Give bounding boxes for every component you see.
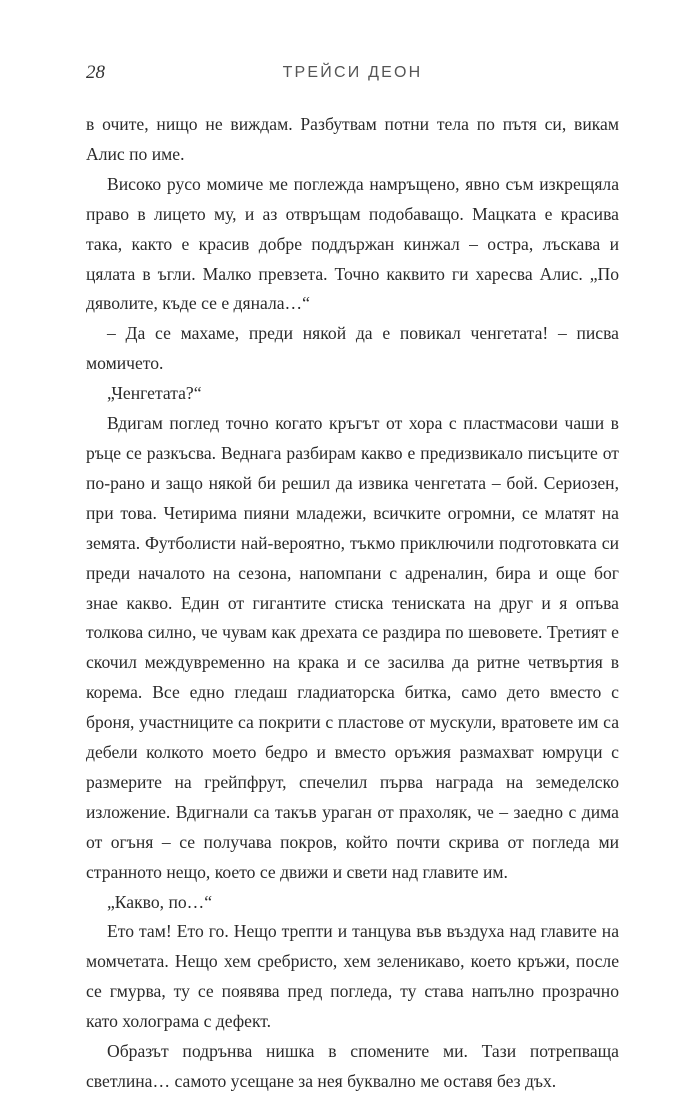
paragraph: Вдигам поглед точно когато кръгът от хора с пластмасови чаши в ръце се разкъсва. Веднага разбирам какво е предизвикало писъците от по-рано и защо някой би решил да извика ченгетата – бой. Сериозен, при това. Четирима пияни младежи, всичките огромни, се млатят на земята. Футболисти най-вероятно, тъкмо приключили подготовката си преди началото на сезона, напомпани с адреналин, бира и още бог знае какво. Един от гигантите стиска тениската на друг и я опъва толкова силно, че чувам как дрехата се раздира по шевовете. Третият е скочил междувременно на крака и се засилва да ритне четвъртия в корема. Все едно гледаш гладиаторска битка, само дето вместо с броня, участниците са покрити с пластове от мускули, вратовете им са дебели колкото моето бедро и вместо оръжия размахват юмруци с размерите на грейпфрут, спечелил първа награда на земеделско изложение. Вдигнали са такъв ураган от прахоляк, че – заедно с дима от огъня – се получава покров, който почти скрива от погледа ми странното нещо, което се движи и свети над главите им. — [86, 413, 619, 882]
paragraph: Високо русо момиче ме поглежда намръщено, явно съм изкрещяла право в лицето му, и аз отвръщам подобаващо. Мацката е красива така, както е красив добре поддържан кинжал – остра, лъскава и цялата в ъгли. Малко превзета. Точно каквито ги харесва Алис. „По дяволите, къде се е дянала…“ — [86, 173, 619, 314]
paragraph: „Какво, по…“ — [107, 891, 213, 912]
page-number: 28 — [86, 62, 105, 83]
body-text — [86, 110, 619, 1097]
running-header — [86, 62, 619, 92]
header-author: ТРЕЙСИ ДЕОН — [282, 64, 423, 81]
paragraph: – Да се махаме, преди някой да е повикал ченгетата! – писва момичето. — [86, 323, 619, 374]
paragraph: „Ченгетата?“ — [107, 383, 202, 404]
paragraph: Ето там! Ето го. Нещо трепти и танцува във въздуха над главите на момчетата. Нещо хем сребристо, хем зеленикаво, което кръжи, после се гмурва, ту се появява пред погледа, ту става напълно прозрачно като холограма с дефект. — [86, 921, 619, 1032]
paragraph: Образът подрънва нишка в спомените ми. Тази потрепваща светлина… самото усещане за нея буквално ме оставя без дъх. — [86, 1041, 619, 1091]
paragraph: в очите, нищо не виждам. Разбутвам потни тела по пътя си, викам Алис по име. — [86, 114, 619, 164]
